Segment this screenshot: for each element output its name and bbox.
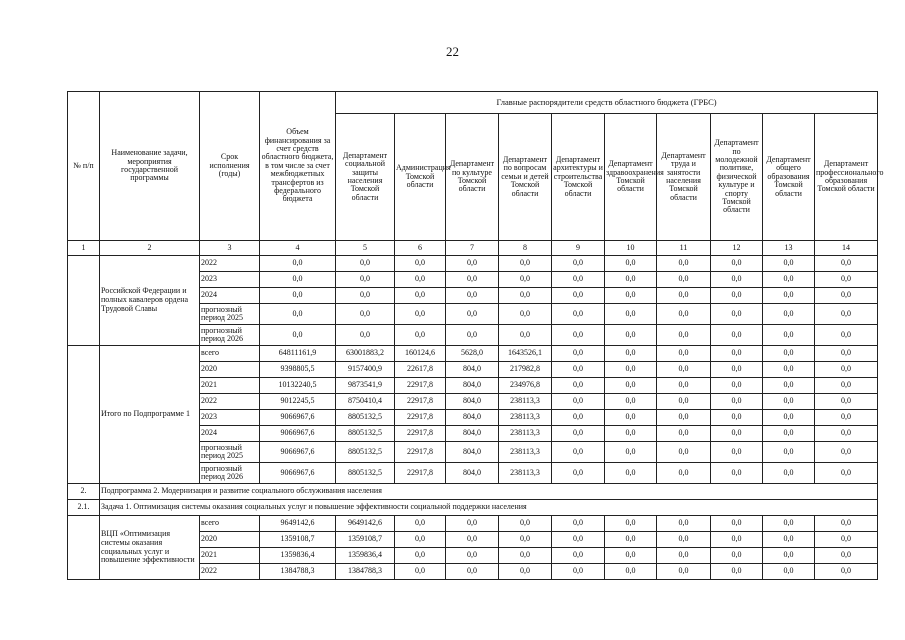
value-cell: 5628,0	[446, 346, 499, 362]
value-cell: 9066967,6	[260, 426, 336, 442]
term-cell: 2023	[200, 272, 260, 288]
header-department: Департамент профессионального образования Томской области	[815, 114, 878, 241]
value-cell: 9066967,6	[260, 463, 336, 484]
value-cell: 0,0	[336, 272, 395, 288]
value-cell: 0,0	[395, 256, 446, 272]
value-cell: 9398805,5	[260, 362, 336, 378]
section-title: Подпрограмма 2. Модернизация и развитие социального обслуживания населения	[100, 484, 878, 500]
value-cell: 0,0	[763, 272, 815, 288]
value-cell: 0,0	[657, 564, 711, 580]
term-cell: 2023	[200, 410, 260, 426]
budget-table	[67, 91, 884, 580]
value-cell: 0,0	[395, 548, 446, 564]
header-department: Департамент по молодежной политике, физической культуре и спорту Томской области	[711, 114, 763, 241]
value-cell: 0,0	[763, 288, 815, 304]
value-cell: 0,0	[552, 442, 605, 463]
value-cell: 0,0	[260, 325, 336, 346]
header-department: Департамент по вопросам семьи и детей Томской области	[499, 114, 552, 241]
row-label: Итого по Подпрограмме 1	[100, 346, 200, 484]
value-cell: 22917,8	[395, 442, 446, 463]
value-cell: 0,0	[605, 378, 657, 394]
value-cell: 0,0	[657, 288, 711, 304]
value-cell: 0,0	[815, 394, 878, 410]
value-cell: 0,0	[446, 548, 499, 564]
value-cell: 804,0	[446, 410, 499, 426]
value-cell: 0,0	[605, 426, 657, 442]
value-cell: 0,0	[763, 548, 815, 564]
value-cell: 0,0	[711, 426, 763, 442]
value-cell: 0,0	[763, 394, 815, 410]
value-cell: 0,0	[499, 532, 552, 548]
value-cell: 9649142,6	[336, 516, 395, 532]
value-cell: 0,0	[605, 532, 657, 548]
value-cell: 0,0	[260, 272, 336, 288]
value-cell: 0,0	[657, 426, 711, 442]
value-cell: 0,0	[395, 564, 446, 580]
term-cell: 2020	[200, 362, 260, 378]
term-cell: 2022	[200, 394, 260, 410]
value-cell: 0,0	[605, 256, 657, 272]
page-number: 22	[446, 44, 459, 59]
value-cell: 0,0	[815, 325, 878, 346]
value-cell: 1643526,1	[499, 346, 552, 362]
header-department: Администрация Томской области	[395, 114, 446, 241]
term-cell: 2022	[200, 256, 260, 272]
column-number: 12	[711, 241, 763, 256]
value-cell: 22917,8	[395, 463, 446, 484]
value-cell: 804,0	[446, 463, 499, 484]
value-cell: 8805132,5	[336, 442, 395, 463]
term-cell: 2024	[200, 426, 260, 442]
value-cell: 0,0	[657, 516, 711, 532]
value-cell: 9873541,9	[336, 378, 395, 394]
value-cell: 0,0	[446, 256, 499, 272]
value-cell: 0,0	[552, 346, 605, 362]
value-cell: 22917,8	[395, 426, 446, 442]
column-number: 1	[68, 241, 100, 256]
value-cell: 0,0	[763, 442, 815, 463]
value-cell: 238113,3	[499, 394, 552, 410]
value-cell: 0,0	[552, 256, 605, 272]
header-department: Департамент общего образования Томской области	[763, 114, 815, 241]
value-cell: 0,0	[763, 532, 815, 548]
column-number: 5	[336, 241, 395, 256]
value-cell: 160124,6	[395, 346, 446, 362]
value-cell: 0,0	[552, 516, 605, 532]
value-cell: 0,0	[657, 346, 711, 362]
value-cell: 0,0	[260, 256, 336, 272]
value-cell: 0,0	[395, 272, 446, 288]
value-cell: 0,0	[711, 304, 763, 325]
value-cell: 234976,8	[499, 378, 552, 394]
subprogram-row	[68, 484, 878, 500]
value-cell: 0,0	[763, 378, 815, 394]
value-cell: 0,0	[446, 288, 499, 304]
value-cell: 0,0	[446, 516, 499, 532]
value-cell: 238113,3	[499, 463, 552, 484]
value-cell: 0,0	[711, 548, 763, 564]
term-cell: 2022	[200, 564, 260, 580]
value-cell: 0,0	[552, 564, 605, 580]
value-cell: 0,0	[499, 325, 552, 346]
value-cell: 0,0	[499, 564, 552, 580]
column-number: 14	[815, 241, 878, 256]
value-cell: 9012245,5	[260, 394, 336, 410]
term-cell: всего	[200, 516, 260, 532]
value-cell: 0,0	[552, 378, 605, 394]
term-cell: 2021	[200, 548, 260, 564]
value-cell: 238113,3	[499, 442, 552, 463]
column-number-row	[68, 241, 878, 256]
value-cell: 22917,8	[395, 394, 446, 410]
table-row	[68, 516, 878, 532]
value-cell: 0,0	[815, 288, 878, 304]
value-cell: 0,0	[552, 304, 605, 325]
value-cell: 10132240,5	[260, 378, 336, 394]
header-num: № п/п	[68, 92, 100, 241]
value-cell: 0,0	[260, 288, 336, 304]
value-cell: 0,0	[657, 362, 711, 378]
value-cell: 0,0	[499, 272, 552, 288]
value-cell: 0,0	[711, 325, 763, 346]
value-cell: 804,0	[446, 426, 499, 442]
value-cell: 0,0	[763, 463, 815, 484]
value-cell: 0,0	[815, 426, 878, 442]
value-cell: 0,0	[763, 410, 815, 426]
value-cell: 0,0	[711, 256, 763, 272]
value-cell: 0,0	[763, 346, 815, 362]
value-cell: 0,0	[711, 378, 763, 394]
value-cell: 8805132,5	[336, 410, 395, 426]
task-row	[68, 500, 878, 516]
value-cell: 8750410,4	[336, 394, 395, 410]
column-number: 7	[446, 241, 499, 256]
value-cell: 0,0	[336, 288, 395, 304]
value-cell: 9066967,6	[260, 442, 336, 463]
table-row	[68, 346, 878, 362]
value-cell: 0,0	[763, 362, 815, 378]
header-department: Департамент архитектуры и строительства Томской области	[552, 114, 605, 241]
row-num-cell	[68, 256, 100, 346]
value-cell: 22617,8	[395, 362, 446, 378]
value-cell: 0,0	[552, 463, 605, 484]
header-volume: Объем финансирования за счет средств областного бюджета, в том числе за счет межбюджетных трансфертов из федерального бюджета	[260, 92, 336, 241]
value-cell: 8805132,5	[336, 426, 395, 442]
value-cell: 0,0	[605, 410, 657, 426]
table-header	[68, 92, 884, 256]
value-cell: 0,0	[763, 516, 815, 532]
column-number: 10	[605, 241, 657, 256]
value-cell: 0,0	[395, 288, 446, 304]
term-cell: прогнозный период 2025	[200, 304, 260, 325]
value-cell: 0,0	[815, 346, 878, 362]
value-cell: 0,0	[711, 346, 763, 362]
value-cell: 0,0	[552, 410, 605, 426]
value-cell: 0,0	[657, 442, 711, 463]
value-cell: 0,0	[605, 325, 657, 346]
value-cell: 0,0	[336, 304, 395, 325]
value-cell: 0,0	[552, 394, 605, 410]
term-cell: 2020	[200, 532, 260, 548]
value-cell: 0,0	[657, 378, 711, 394]
value-cell: 0,0	[815, 362, 878, 378]
table-row	[68, 256, 878, 272]
value-cell: 0,0	[763, 256, 815, 272]
value-cell: 804,0	[446, 362, 499, 378]
column-number: 2	[100, 241, 200, 256]
value-cell: 0,0	[499, 516, 552, 532]
column-number: 11	[657, 241, 711, 256]
value-cell: 0,0	[499, 304, 552, 325]
value-cell: 804,0	[446, 378, 499, 394]
value-cell: 0,0	[395, 325, 446, 346]
section-num: 2.1.	[68, 500, 100, 516]
value-cell: 0,0	[711, 442, 763, 463]
term-cell: прогнозный период 2026	[200, 325, 260, 346]
value-cell: 0,0	[815, 548, 878, 564]
value-cell: 238113,3	[499, 426, 552, 442]
value-cell: 0,0	[499, 256, 552, 272]
value-cell: 0,0	[711, 362, 763, 378]
value-cell: 0,0	[815, 256, 878, 272]
row-num-cell	[68, 346, 100, 484]
value-cell: 0,0	[499, 548, 552, 564]
value-cell: 1359108,7	[260, 532, 336, 548]
value-cell: 0,0	[605, 463, 657, 484]
value-cell: 0,0	[605, 516, 657, 532]
value-cell: 0,0	[446, 304, 499, 325]
column-number: 9	[552, 241, 605, 256]
value-cell: 1359836,4	[260, 548, 336, 564]
value-cell: 0,0	[711, 394, 763, 410]
row-label: Российской Федерации и полных кавалеров ордена Трудовой Славы	[100, 256, 200, 346]
value-cell: 0,0	[446, 272, 499, 288]
value-cell: 0,0	[336, 256, 395, 272]
value-cell: 0,0	[763, 325, 815, 346]
value-cell: 0,0	[605, 304, 657, 325]
term-cell: прогнозный период 2025	[200, 442, 260, 463]
value-cell: 0,0	[260, 304, 336, 325]
column-number: 4	[260, 241, 336, 256]
value-cell: 0,0	[815, 532, 878, 548]
value-cell: 0,0	[657, 410, 711, 426]
term-cell: 2024	[200, 288, 260, 304]
value-cell: 0,0	[552, 272, 605, 288]
value-cell: 0,0	[552, 362, 605, 378]
value-cell: 0,0	[605, 288, 657, 304]
value-cell: 1384788,3	[260, 564, 336, 580]
value-cell: 0,0	[815, 442, 878, 463]
table-body	[68, 256, 878, 580]
value-cell: 0,0	[552, 325, 605, 346]
row-label: ВЦП «Оптимизация системы оказания социальных услуг и повышение эффективности	[100, 516, 200, 580]
value-cell: 8805132,5	[336, 463, 395, 484]
header-department: Департамент здравоохранения Томской области	[605, 114, 657, 241]
value-cell: 63001883,2	[336, 346, 395, 362]
column-number: 13	[763, 241, 815, 256]
value-cell: 0,0	[499, 288, 552, 304]
term-cell: всего	[200, 346, 260, 362]
value-cell: 0,0	[657, 304, 711, 325]
header-term: Срок исполнения (годы)	[200, 92, 260, 241]
value-cell: 0,0	[657, 532, 711, 548]
value-cell: 64811161,9	[260, 346, 336, 362]
value-cell: 217982,8	[499, 362, 552, 378]
value-cell: 804,0	[446, 394, 499, 410]
section-num: 2.	[68, 484, 100, 500]
value-cell: 9066967,6	[260, 410, 336, 426]
value-cell: 0,0	[552, 532, 605, 548]
column-number: 6	[395, 241, 446, 256]
value-cell: 0,0	[395, 516, 446, 532]
value-cell: 0,0	[336, 325, 395, 346]
row-num-cell	[68, 516, 100, 580]
value-cell: 0,0	[446, 564, 499, 580]
value-cell: 0,0	[657, 463, 711, 484]
column-number: 3	[200, 241, 260, 256]
value-cell: 0,0	[605, 346, 657, 362]
value-cell: 22917,8	[395, 378, 446, 394]
header-department: Департамент по культуре Томской области	[446, 114, 499, 241]
value-cell: 0,0	[815, 410, 878, 426]
value-cell: 1384788,3	[336, 564, 395, 580]
value-cell: 0,0	[605, 564, 657, 580]
value-cell: 804,0	[446, 442, 499, 463]
header-name: Наименование задачи, мероприятия государственной программы	[100, 92, 200, 241]
header-department: Департамент социальной защиты населения Томской области	[336, 114, 395, 241]
value-cell: 0,0	[711, 516, 763, 532]
value-cell: 9157400,9	[336, 362, 395, 378]
value-cell: 238113,3	[499, 410, 552, 426]
value-cell: 0,0	[605, 548, 657, 564]
value-cell: 0,0	[711, 463, 763, 484]
value-cell: 22917,8	[395, 410, 446, 426]
value-cell: 0,0	[605, 442, 657, 463]
value-cell: 0,0	[815, 463, 878, 484]
value-cell: 0,0	[815, 378, 878, 394]
value-cell: 0,0	[605, 362, 657, 378]
value-cell: 0,0	[815, 516, 878, 532]
value-cell: 0,0	[815, 304, 878, 325]
value-cell: 0,0	[395, 304, 446, 325]
value-cell: 0,0	[657, 256, 711, 272]
value-cell: 0,0	[657, 548, 711, 564]
section-title: Задача 1. Оптимизация системы оказания социальных услуг и повышение эффективности социальной поддержки населения	[100, 500, 878, 516]
value-cell: 0,0	[815, 564, 878, 580]
value-cell: 0,0	[552, 426, 605, 442]
value-cell: 0,0	[711, 532, 763, 548]
value-cell: 0,0	[657, 394, 711, 410]
value-cell: 0,0	[395, 532, 446, 548]
value-cell: 9649142,6	[260, 516, 336, 532]
value-cell: 0,0	[815, 272, 878, 288]
column-number: 8	[499, 241, 552, 256]
value-cell: 0,0	[446, 532, 499, 548]
value-cell: 0,0	[657, 325, 711, 346]
value-cell: 0,0	[552, 548, 605, 564]
term-cell: 2021	[200, 378, 260, 394]
value-cell: 0,0	[711, 288, 763, 304]
term-cell: прогнозный период 2026	[200, 463, 260, 484]
value-cell: 0,0	[711, 272, 763, 288]
value-cell: 0,0	[711, 564, 763, 580]
value-cell: 0,0	[763, 304, 815, 325]
value-cell: 0,0	[446, 325, 499, 346]
value-cell: 0,0	[605, 272, 657, 288]
header-grbs: Главные распорядители средств областного бюджета (ГРБС)	[336, 92, 878, 114]
header-department: Департамент труда и занятости населения Томской области	[657, 114, 711, 241]
value-cell: 0,0	[763, 564, 815, 580]
value-cell: 0,0	[552, 288, 605, 304]
value-cell: 0,0	[605, 394, 657, 410]
value-cell: 0,0	[711, 410, 763, 426]
value-cell: 0,0	[657, 272, 711, 288]
value-cell: 1359836,4	[336, 548, 395, 564]
value-cell: 0,0	[763, 426, 815, 442]
value-cell: 1359108,7	[336, 532, 395, 548]
